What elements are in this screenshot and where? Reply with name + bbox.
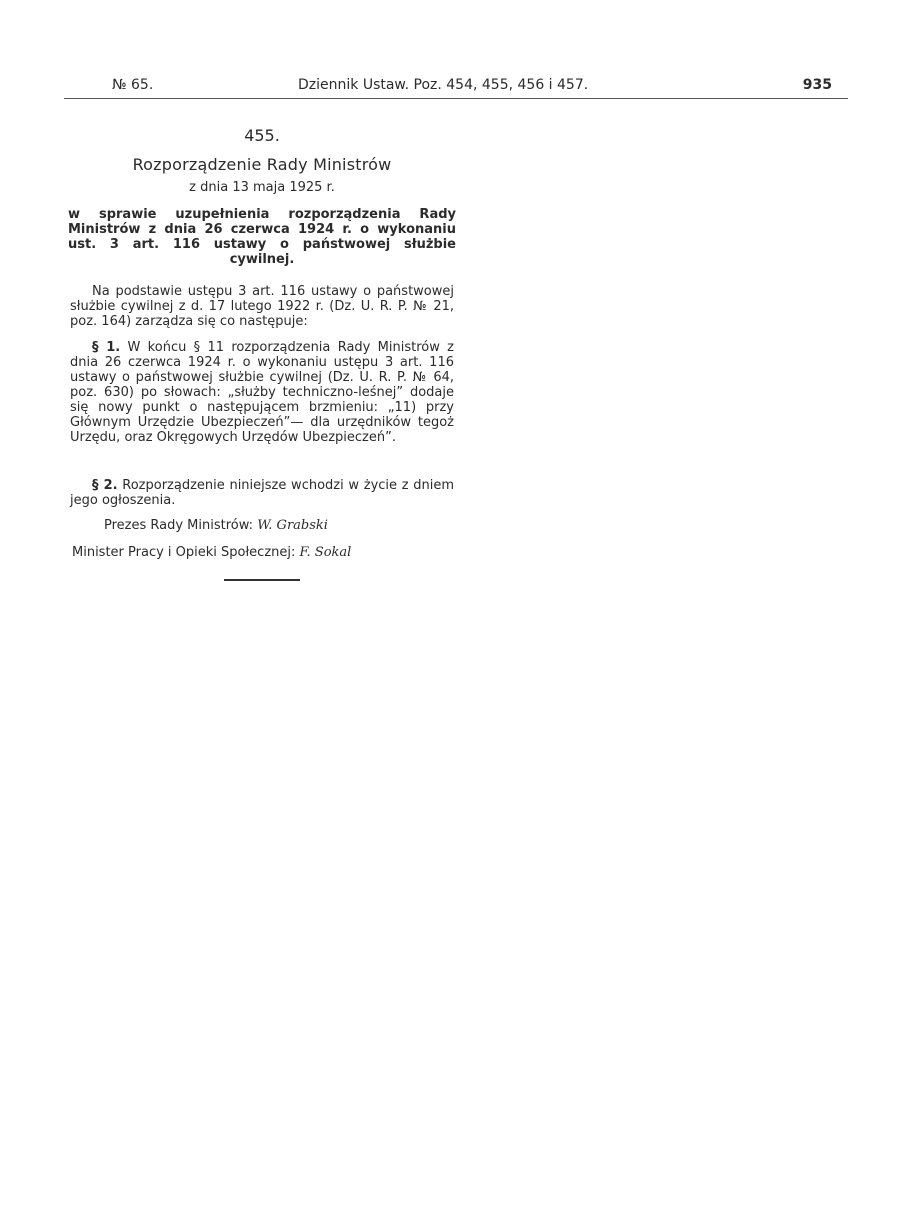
preamble-text: Na podstawie ustępu 3 art. 116 ustawy o państwowej służbie cywilnej z d. 17 lutego 1922 r. (Dz. U. R. P. № 21, poz. 164) zarządza się co następuje: — [70, 284, 454, 329]
section-2 — [70, 478, 454, 508]
page-number: 935 — [802, 77, 832, 93]
signature-role: Minister Pracy i Opieki Społecznej: — [72, 545, 296, 560]
section-1 — [70, 340, 454, 445]
document-subject: w sprawie uzupełnienia rozporządzenia Rady Ministrów z dnia 26 czerwca 1924 r. o wykonaniu ust. 3 art. 116 ustawy o państwowej służbie cywilnej. — [68, 207, 456, 267]
signature-labour-minister — [72, 545, 351, 561]
header-rule — [64, 98, 848, 99]
position-number: 455. — [244, 126, 280, 145]
section-2-label: § 2. — [92, 478, 118, 493]
signature-name: W. Grabski — [257, 518, 328, 533]
signature-role: Prezes Rady Ministrów: — [104, 518, 254, 533]
section-2-text: Rozporządzenie niniejsze wchodzi w życie z dniem jego ogłoszenia. — [70, 478, 454, 508]
document-date: z dnia 13 maja 1925 r. — [189, 180, 335, 195]
section-1-label: § 1. — [92, 340, 121, 355]
issue-number: № 65. — [112, 77, 154, 93]
signature-prime-minister — [104, 518, 328, 534]
signature-name: F. Sokal — [299, 545, 352, 560]
section-1-text: W końcu § 11 rozporządzenia Rady Ministrów z dnia 26 czerwca 1924 r. o wykonaniu ustępu 3 art. 116 ustawy o państwowej służbie cywilnej (Dz. U. R. P. № 64, poz. 630) po słowach: „służby techniczno-leśnej” dodaje się nowy punkt o następującem brzmieniu: „11) przy Głównym Urzędzie Ubezpieczeń”— dla urzędników tegoż Urzędu, oraz Okręgowych Urzędów Ubezpieczeń”. — [70, 340, 455, 445]
document-title: Rozporządzenie Rady Ministrów — [132, 155, 392, 174]
journal-title: Dziennik Ustaw. Poz. 454, 455, 456 i 457. — [298, 77, 589, 93]
end-rule — [224, 579, 300, 581]
preamble — [70, 284, 454, 329]
